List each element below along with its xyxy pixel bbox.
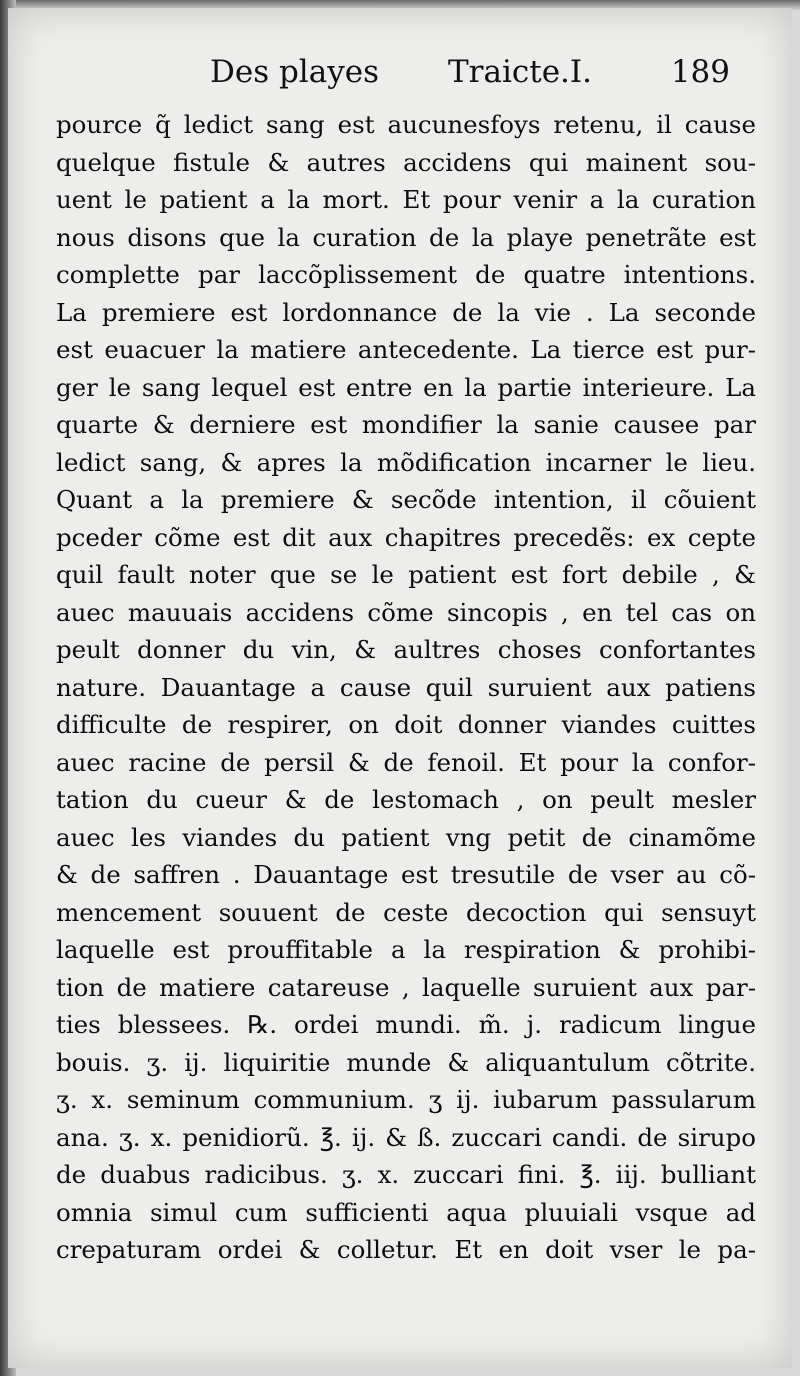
- text-line: La premiere est lordonnance de la vie . La seconde: [56, 297, 756, 327]
- text-line: difficulte de respirer, on doit donner viandes cuittes: [56, 710, 756, 739]
- text-line: quelque fistule & autres accidens qui mainent sou-: [56, 147, 756, 177]
- text-line: crepaturam ordei & colletur. Et en doit vser le pa-: [56, 1235, 756, 1264]
- text-line: bouis. ʒ. ij. liquiritie munde & aliquantulum cõtrite.: [56, 1047, 756, 1077]
- text-line: auec mauuais accidens cõme sincopis , en tel cas on: [56, 597, 756, 627]
- text-line: de duabus radicibus. ʒ. x. zuccari fini. ℥. iij. bulliant: [56, 1160, 756, 1189]
- text-line: ties blessees. ℞. ordei mundi. m̃. j. radicum lingue: [56, 1010, 756, 1039]
- text-line: quil fault noter que se le patient est fort debile , &: [56, 560, 756, 589]
- text-line: auec les viandes du patient vng petit de cinamõme: [56, 822, 756, 852]
- text-line: ledict sang, & apres la mõdification incarner le lieu.: [56, 447, 756, 477]
- text-line: omnia simul cum sufficienti aqua pluuiali vsque ad: [56, 1197, 756, 1227]
- body-text: [56, 106, 756, 1269]
- text-line: ger le sang lequel est entre en la partie interieure. La: [56, 372, 756, 402]
- text-line: quarte & derniere est mondifier la sanie causee par: [56, 410, 756, 439]
- text-line: nature. Dauantage a cause quil suruient aux patiens: [56, 672, 756, 702]
- text-line: Quant a la premiere & secõde intention, il cõuient: [56, 485, 756, 514]
- text-line: & de saffren . Dauantage est tresutile de vser au cõ-: [56, 860, 756, 889]
- text-line: ana. ʒ. x. penidiorũ. ℥. ij. & ß. zuccari candi. de sirupo: [56, 1122, 756, 1152]
- text-line: tation du cueur & de lestomach , on peult mesler: [56, 785, 756, 814]
- text-line: est euacuer la matiere antecedente. La tierce est pur-: [56, 335, 756, 364]
- text-line: laquelle est prouffitable a la respiration & prohibi-: [56, 935, 756, 964]
- text-line: pource q̃ ledict sang est aucunesfoys retenu, il cause: [56, 110, 756, 139]
- treatise-label: Traicte.I.: [448, 54, 593, 90]
- text-line: nous disons que la curation de la playe penetrãte est: [56, 222, 756, 252]
- text-line: mencement souuent de ceste decoction qui sensuyt: [56, 897, 756, 927]
- page-number: 189: [670, 54, 730, 90]
- text-line: peult donner du vin, & aultres choses confortantes: [56, 635, 756, 664]
- text-line: tion de matiere catareuse , laquelle suruient aux par-: [56, 972, 756, 1002]
- text-line: complette par laccõplissement de quatre intentions.: [56, 260, 756, 289]
- text-line: uent le patient a la mort. Et pour venir a la curation: [56, 185, 756, 214]
- text-line: ʒ. x. seminum communium. ʒ ij. iubarum passularum: [56, 1085, 756, 1114]
- running-title: Des playes: [210, 54, 379, 90]
- running-header: [210, 54, 730, 98]
- text-line: pceder cõme est dit aux chapitres precedẽs: ex cepte: [56, 522, 756, 552]
- text-line: auec racine de persil & de fenoil. Et pour la confor-: [56, 747, 756, 777]
